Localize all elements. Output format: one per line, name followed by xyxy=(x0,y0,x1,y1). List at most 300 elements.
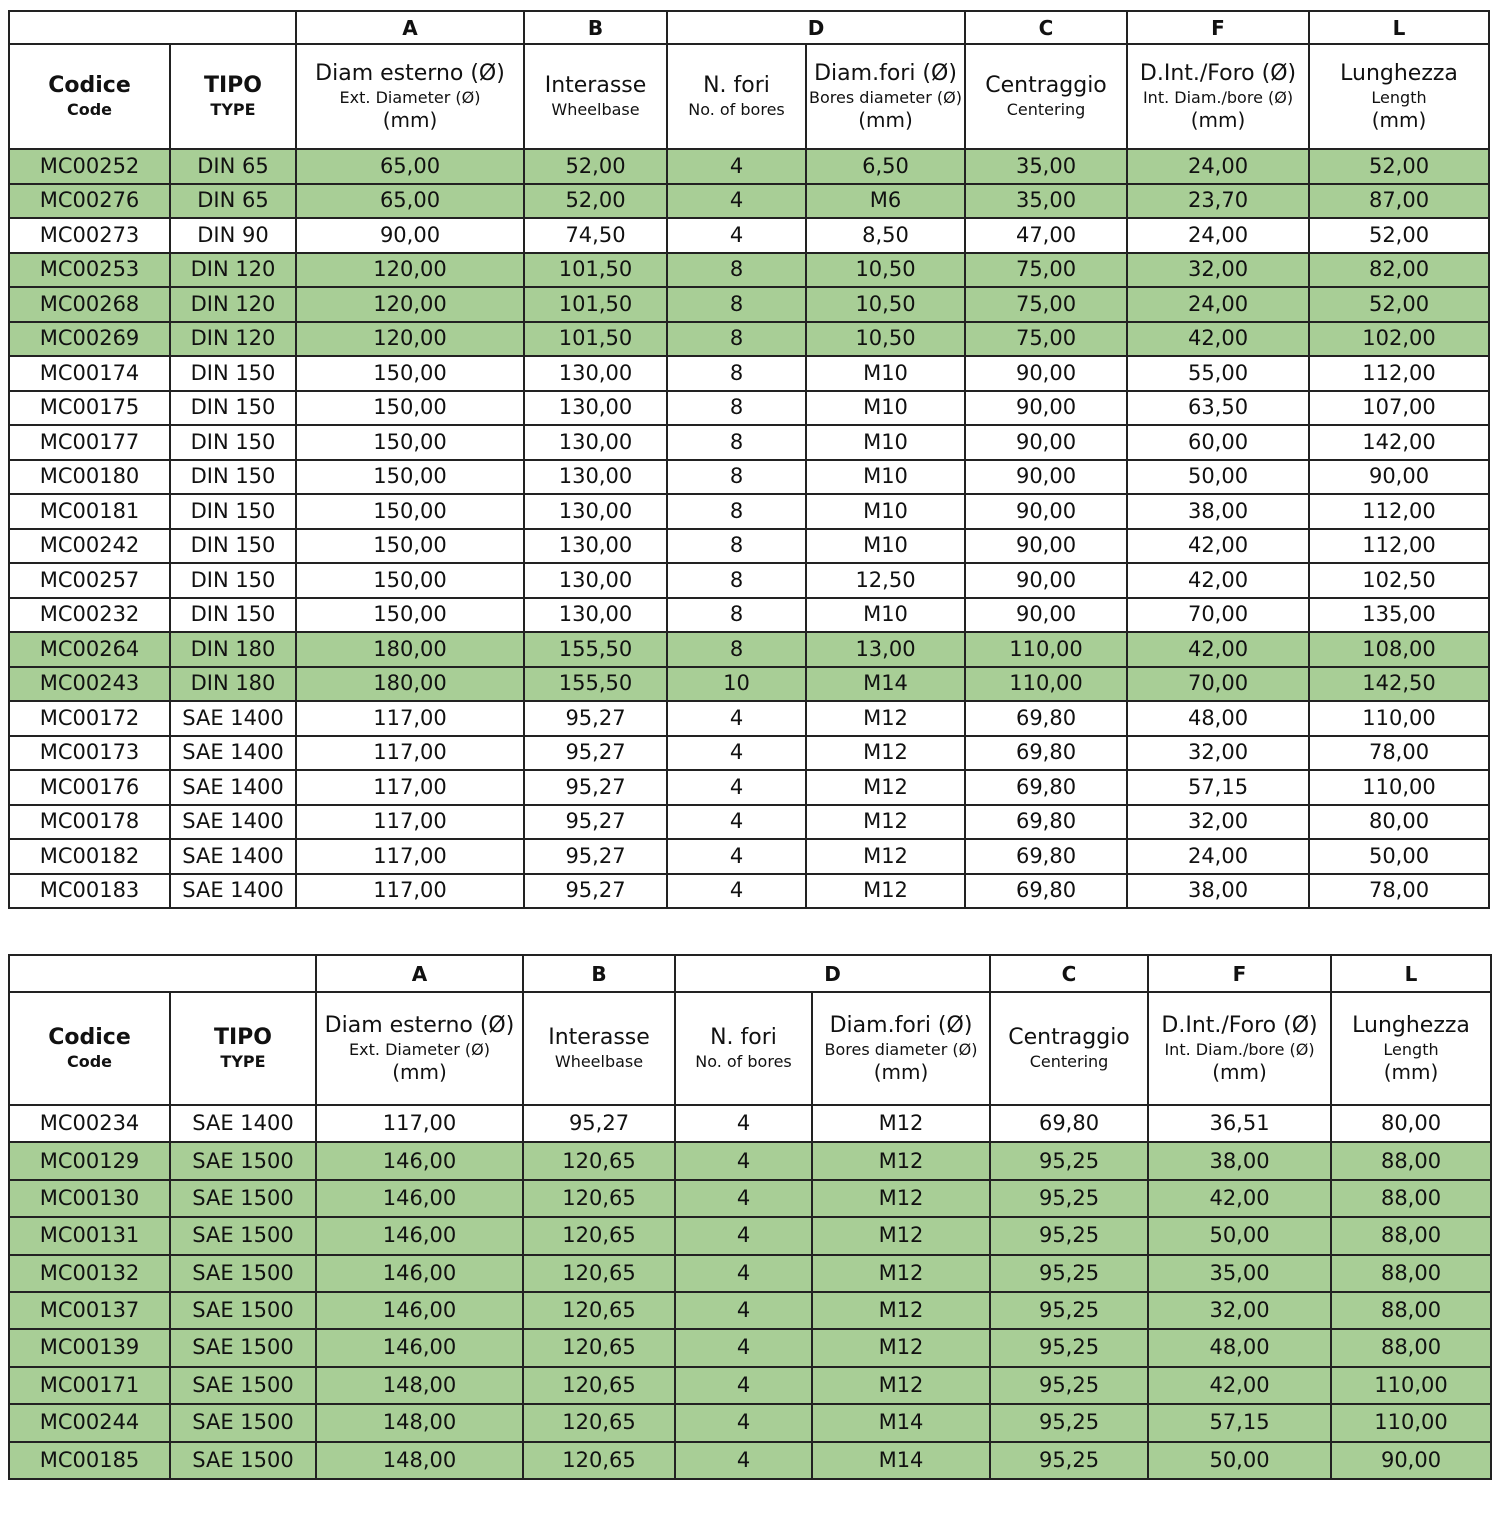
cell-tipo: SAE 1400 xyxy=(170,1105,316,1142)
cell-codice: MC00129 xyxy=(9,1142,170,1179)
cell-lunghezza: 87,00 xyxy=(1309,184,1489,219)
cell-codice: MC00244 xyxy=(9,1404,170,1441)
column-header-centraggio xyxy=(965,44,1127,149)
table-row xyxy=(9,770,1489,805)
table-row xyxy=(9,1255,1491,1292)
cell-d-int-foro: 42,00 xyxy=(1127,529,1309,564)
cell-diam-esterno: 150,00 xyxy=(296,425,524,460)
cell-lunghezza: 78,00 xyxy=(1309,874,1489,909)
cell-diam-esterno: 65,00 xyxy=(296,149,524,184)
spec-table-1 xyxy=(8,10,1490,909)
cell-diam-esterno: 117,00 xyxy=(296,701,524,736)
cell-lunghezza: 80,00 xyxy=(1309,805,1489,840)
cell-codice: MC00253 xyxy=(9,253,170,288)
cell-diam-fori: M12 xyxy=(806,805,965,840)
cell-d-int-foro: 42,00 xyxy=(1148,1367,1331,1404)
cell-tipo: SAE 1500 xyxy=(170,1292,316,1329)
header-unit: (mm) xyxy=(1190,108,1246,133)
cell-d-int-foro: 57,15 xyxy=(1148,1404,1331,1441)
cell-diam-esterno: 117,00 xyxy=(296,874,524,909)
header-unit: (mm) xyxy=(382,108,438,133)
cell-tipo: SAE 1400 xyxy=(170,839,296,874)
cell-diam-fori: 10,50 xyxy=(806,287,965,322)
cell-centraggio: 95,25 xyxy=(990,1404,1148,1441)
table-row xyxy=(9,184,1489,219)
cell-n-fori: 4 xyxy=(667,805,806,840)
cell-lunghezza: 50,00 xyxy=(1309,839,1489,874)
cell-lunghezza: 52,00 xyxy=(1309,149,1489,184)
cell-n-fori: 4 xyxy=(667,184,806,219)
cell-diam-fori: M12 xyxy=(806,839,965,874)
cell-centraggio: 69,80 xyxy=(965,805,1127,840)
header-title: D.Int./Foro (Ø) xyxy=(1161,1012,1318,1038)
cell-diam-esterno: 150,00 xyxy=(296,460,524,495)
cell-codice: MC00178 xyxy=(9,805,170,840)
header-unit: (mm) xyxy=(873,1060,929,1085)
table-row xyxy=(9,632,1489,667)
cell-tipo: SAE 1500 xyxy=(170,1404,316,1441)
cell-diam-esterno: 146,00 xyxy=(316,1217,523,1254)
cell-n-fori: 8 xyxy=(667,494,806,529)
cell-diam-fori: M10 xyxy=(806,460,965,495)
header-title: N. fori xyxy=(703,73,770,99)
cell-interasse: 120,65 xyxy=(523,1404,675,1441)
cell-n-fori: 4 xyxy=(675,1217,812,1254)
cell-interasse: 120,65 xyxy=(523,1329,675,1366)
cell-diam-esterno: 120,00 xyxy=(296,322,524,357)
cell-n-fori: 4 xyxy=(675,1292,812,1329)
cell-diam-esterno: 117,00 xyxy=(296,736,524,771)
column-header-interasse xyxy=(524,44,667,149)
cell-d-int-foro: 55,00 xyxy=(1127,356,1309,391)
cell-tipo: DIN 150 xyxy=(170,460,296,495)
cell-d-int-foro: 35,00 xyxy=(1148,1255,1331,1292)
cell-interasse: 95,27 xyxy=(523,1105,675,1142)
cell-interasse: 95,27 xyxy=(524,701,667,736)
header-title: Diam esterno (Ø) xyxy=(324,1012,515,1038)
cell-interasse: 120,65 xyxy=(523,1217,675,1254)
cell-tipo: DIN 150 xyxy=(170,391,296,426)
cell-centraggio: 47,00 xyxy=(965,218,1127,253)
cell-diam-esterno: 180,00 xyxy=(296,667,524,702)
cell-diam-esterno: 150,00 xyxy=(296,356,524,391)
cell-tipo: DIN 150 xyxy=(170,598,296,633)
header-subtitle: Length xyxy=(1371,87,1427,107)
cell-lunghezza: 52,00 xyxy=(1309,218,1489,253)
cell-diam-fori: M6 xyxy=(806,184,965,219)
cell-d-int-foro: 70,00 xyxy=(1127,667,1309,702)
cell-centraggio: 75,00 xyxy=(965,322,1127,357)
cell-tipo: DIN 150 xyxy=(170,529,296,564)
cell-n-fori: 8 xyxy=(667,460,806,495)
column-letter: A xyxy=(296,11,524,44)
cell-diam-esterno: 117,00 xyxy=(296,805,524,840)
cell-interasse: 155,50 xyxy=(524,632,667,667)
cell-codice: MC00276 xyxy=(9,184,170,219)
cell-codice: MC00130 xyxy=(9,1180,170,1217)
cell-diam-fori: M12 xyxy=(812,1217,990,1254)
table-row xyxy=(9,1292,1491,1329)
column-letter: C xyxy=(990,955,1148,992)
table-row xyxy=(9,1217,1491,1254)
cell-d-int-foro: 32,00 xyxy=(1127,253,1309,288)
header-title: Diam.fori (Ø) xyxy=(829,1012,973,1038)
header-subtitle: Bores diameter (Ø) xyxy=(809,87,962,107)
cell-interasse: 52,00 xyxy=(524,149,667,184)
column-letter: D xyxy=(667,11,965,44)
cell-interasse: 120,65 xyxy=(523,1367,675,1404)
cell-diam-fori: M12 xyxy=(812,1255,990,1292)
cell-d-int-foro: 24,00 xyxy=(1127,839,1309,874)
cell-centraggio: 69,80 xyxy=(965,770,1127,805)
cell-n-fori: 4 xyxy=(675,1105,812,1142)
cell-codice: MC00183 xyxy=(9,874,170,909)
cell-n-fori: 4 xyxy=(667,218,806,253)
cell-tipo: SAE 1400 xyxy=(170,770,296,805)
cell-tipo: SAE 1500 xyxy=(170,1329,316,1366)
table-row xyxy=(9,529,1489,564)
cell-lunghezza: 108,00 xyxy=(1309,632,1489,667)
cell-lunghezza: 78,00 xyxy=(1309,736,1489,771)
header-title: Diam esterno (Ø) xyxy=(315,60,505,86)
cell-interasse: 95,27 xyxy=(524,805,667,840)
cell-tipo: DIN 120 xyxy=(170,322,296,357)
cell-centraggio: 95,25 xyxy=(990,1180,1148,1217)
cell-centraggio: 95,25 xyxy=(990,1292,1148,1329)
cell-lunghezza: 88,00 xyxy=(1331,1329,1491,1366)
table-row xyxy=(9,563,1489,598)
cell-interasse: 101,50 xyxy=(524,253,667,288)
cell-n-fori: 4 xyxy=(675,1142,812,1179)
cell-lunghezza: 110,00 xyxy=(1309,701,1489,736)
cell-n-fori: 8 xyxy=(667,356,806,391)
cell-codice: MC00172 xyxy=(9,701,170,736)
cell-interasse: 95,27 xyxy=(524,874,667,909)
cell-centraggio: 90,00 xyxy=(965,356,1127,391)
cell-diam-fori: M14 xyxy=(812,1404,990,1441)
header-subtitle: Code xyxy=(66,1052,113,1072)
cell-tipo: DIN 65 xyxy=(170,184,296,219)
cell-diam-fori: M12 xyxy=(812,1142,990,1179)
cell-centraggio: 95,25 xyxy=(990,1255,1148,1292)
cell-centraggio: 90,00 xyxy=(965,425,1127,460)
column-header-d-int-foro xyxy=(1148,992,1331,1105)
header-title: Centraggio xyxy=(1008,1025,1130,1051)
table-row xyxy=(9,287,1489,322)
table-row xyxy=(9,805,1489,840)
cell-tipo: DIN 120 xyxy=(170,253,296,288)
cell-codice: MC00252 xyxy=(9,149,170,184)
column-header-diam-fori xyxy=(812,992,990,1105)
cell-diam-esterno: 117,00 xyxy=(296,839,524,874)
cell-centraggio: 110,00 xyxy=(965,667,1127,702)
cell-codice: MC00132 xyxy=(9,1255,170,1292)
column-letter: C xyxy=(965,11,1127,44)
cell-diam-fori: M10 xyxy=(806,494,965,529)
cell-d-int-foro: 24,00 xyxy=(1127,287,1309,322)
header-subtitle: No. of bores xyxy=(688,100,785,120)
header-title: Lunghezza xyxy=(1340,60,1458,86)
cell-tipo: DIN 180 xyxy=(170,632,296,667)
table-row xyxy=(9,1180,1491,1217)
cell-n-fori: 4 xyxy=(675,1255,812,1292)
table-row xyxy=(9,391,1489,426)
cell-codice: MC00171 xyxy=(9,1367,170,1404)
cell-diam-fori: M12 xyxy=(812,1105,990,1142)
cell-diam-esterno: 148,00 xyxy=(316,1367,523,1404)
cell-codice: MC00173 xyxy=(9,736,170,771)
cell-interasse: 95,27 xyxy=(524,736,667,771)
cell-diam-esterno: 150,00 xyxy=(296,391,524,426)
cell-n-fori: 8 xyxy=(667,598,806,633)
cell-centraggio: 69,80 xyxy=(965,701,1127,736)
cell-centraggio: 95,25 xyxy=(990,1217,1148,1254)
cell-n-fori: 4 xyxy=(667,701,806,736)
cell-lunghezza: 90,00 xyxy=(1331,1442,1491,1479)
cell-lunghezza: 88,00 xyxy=(1331,1217,1491,1254)
table-row xyxy=(9,1367,1491,1404)
cell-interasse: 120,65 xyxy=(523,1292,675,1329)
cell-d-int-foro: 63,50 xyxy=(1127,391,1309,426)
cell-lunghezza: 107,00 xyxy=(1309,391,1489,426)
cell-n-fori: 4 xyxy=(667,770,806,805)
column-letter: A xyxy=(316,955,523,992)
table-row xyxy=(9,460,1489,495)
table-row xyxy=(9,218,1489,253)
cell-lunghezza: 110,00 xyxy=(1309,770,1489,805)
cell-interasse: 101,50 xyxy=(524,322,667,357)
cell-d-int-foro: 60,00 xyxy=(1127,425,1309,460)
header-unit: (mm) xyxy=(392,1060,447,1085)
cell-diam-esterno: 146,00 xyxy=(316,1180,523,1217)
column-letter-row xyxy=(9,11,1489,44)
cell-diam-esterno: 146,00 xyxy=(316,1329,523,1366)
cell-n-fori: 8 xyxy=(667,322,806,357)
cell-codice: MC00185 xyxy=(9,1442,170,1479)
cell-interasse: 130,00 xyxy=(524,391,667,426)
cell-tipo: DIN 150 xyxy=(170,563,296,598)
cell-centraggio: 90,00 xyxy=(965,598,1127,633)
cell-interasse: 130,00 xyxy=(524,563,667,598)
cell-diam-esterno: 150,00 xyxy=(296,494,524,529)
header-subtitle: Centering xyxy=(1029,1052,1109,1072)
cell-diam-fori: M10 xyxy=(806,425,965,460)
table-row xyxy=(9,149,1489,184)
cell-interasse: 130,00 xyxy=(524,460,667,495)
table-row xyxy=(9,253,1489,288)
cell-n-fori: 4 xyxy=(667,736,806,771)
cell-diam-esterno: 150,00 xyxy=(296,598,524,633)
table-row xyxy=(9,425,1489,460)
cell-tipo: SAE 1400 xyxy=(170,736,296,771)
cell-d-int-foro: 36,51 xyxy=(1148,1105,1331,1142)
header-title: N. fori xyxy=(710,1025,777,1051)
column-letter: F xyxy=(1127,11,1309,44)
cell-tipo: SAE 1500 xyxy=(170,1367,316,1404)
cell-centraggio: 95,25 xyxy=(990,1329,1148,1366)
column-header-d-int-foro xyxy=(1127,44,1309,149)
cell-n-fori: 8 xyxy=(667,287,806,322)
table-row xyxy=(9,667,1489,702)
table-row xyxy=(9,1442,1491,1479)
column-letter: B xyxy=(523,955,675,992)
header-unit: (mm) xyxy=(1212,1060,1267,1085)
cell-tipo: DIN 90 xyxy=(170,218,296,253)
column-header-row xyxy=(9,44,1489,149)
cell-centraggio: 95,25 xyxy=(990,1442,1148,1479)
cell-codice: MC00264 xyxy=(9,632,170,667)
table-row xyxy=(9,1404,1491,1441)
column-header-n-fori xyxy=(675,992,812,1105)
cell-centraggio: 35,00 xyxy=(965,184,1127,219)
cell-centraggio: 90,00 xyxy=(965,494,1127,529)
cell-diam-fori: M12 xyxy=(806,874,965,909)
cell-centraggio: 95,25 xyxy=(990,1142,1148,1179)
cell-centraggio: 110,00 xyxy=(965,632,1127,667)
cell-d-int-foro: 42,00 xyxy=(1127,322,1309,357)
column-header-row xyxy=(9,992,1491,1105)
column-letter: L xyxy=(1331,955,1491,992)
header-title: TIPO xyxy=(203,73,263,99)
cell-interasse: 120,65 xyxy=(523,1142,675,1179)
column-header-n-fori xyxy=(667,44,806,149)
cell-centraggio: 69,80 xyxy=(990,1105,1148,1142)
cell-tipo: SAE 1500 xyxy=(170,1217,316,1254)
table-row xyxy=(9,736,1489,771)
cell-diam-fori: M14 xyxy=(812,1442,990,1479)
header-unit: (mm) xyxy=(858,108,913,133)
table-row xyxy=(9,356,1489,391)
table-row xyxy=(9,1329,1491,1366)
cell-n-fori: 4 xyxy=(675,1404,812,1441)
cell-lunghezza: 142,00 xyxy=(1309,425,1489,460)
cell-tipo: DIN 150 xyxy=(170,494,296,529)
cell-n-fori: 4 xyxy=(675,1180,812,1217)
cell-diam-esterno: 117,00 xyxy=(296,770,524,805)
cell-d-int-foro: 42,00 xyxy=(1127,563,1309,598)
cell-diam-fori: M12 xyxy=(806,701,965,736)
table-row xyxy=(9,322,1489,357)
cell-diam-fori: 13,00 xyxy=(806,632,965,667)
cell-codice: MC00232 xyxy=(9,598,170,633)
cell-codice: MC00268 xyxy=(9,287,170,322)
cell-diam-fori: M12 xyxy=(812,1292,990,1329)
cell-codice: MC00257 xyxy=(9,563,170,598)
cell-lunghezza: 102,00 xyxy=(1309,322,1489,357)
cell-interasse: 120,65 xyxy=(523,1255,675,1292)
cell-diam-esterno: 120,00 xyxy=(296,253,524,288)
header-title: Codice xyxy=(48,1025,131,1051)
header-title: Codice xyxy=(48,73,131,99)
cell-diam-fori: 8,50 xyxy=(806,218,965,253)
cell-centraggio: 90,00 xyxy=(965,391,1127,426)
cell-interasse: 74,50 xyxy=(524,218,667,253)
cell-n-fori: 4 xyxy=(675,1329,812,1366)
column-header-diam-esterno xyxy=(296,44,524,149)
header-subtitle: Ext. Diameter (Ø) xyxy=(339,87,481,107)
column-header-codice xyxy=(9,44,170,149)
letter-cell-blank xyxy=(9,955,316,992)
cell-lunghezza: 142,50 xyxy=(1309,667,1489,702)
cell-diam-fori: M12 xyxy=(806,736,965,771)
cell-tipo: SAE 1500 xyxy=(170,1442,316,1479)
cell-codice: MC00174 xyxy=(9,356,170,391)
header-title: Interasse xyxy=(548,1025,650,1051)
cell-n-fori: 8 xyxy=(667,529,806,564)
cell-n-fori: 4 xyxy=(675,1367,812,1404)
cell-d-int-foro: 32,00 xyxy=(1127,805,1309,840)
letter-cell-blank xyxy=(9,11,296,44)
cell-codice: MC00180 xyxy=(9,460,170,495)
cell-lunghezza: 112,00 xyxy=(1309,356,1489,391)
header-subtitle: Code xyxy=(66,100,113,120)
cell-diam-fori: M10 xyxy=(806,529,965,564)
cell-n-fori: 8 xyxy=(667,425,806,460)
table-row xyxy=(9,839,1489,874)
column-letter: D xyxy=(675,955,990,992)
cell-n-fori: 8 xyxy=(667,632,806,667)
cell-tipo: DIN 65 xyxy=(170,149,296,184)
cell-d-int-foro: 50,00 xyxy=(1148,1217,1331,1254)
column-header-diam-fori xyxy=(806,44,965,149)
cell-diam-esterno: 117,00 xyxy=(316,1105,523,1142)
table-row xyxy=(9,1105,1491,1142)
column-header-interasse xyxy=(523,992,675,1105)
cell-codice: MC00177 xyxy=(9,425,170,460)
cell-diam-fori: M10 xyxy=(806,598,965,633)
cell-centraggio: 75,00 xyxy=(965,253,1127,288)
cell-lunghezza: 52,00 xyxy=(1309,287,1489,322)
cell-interasse: 95,27 xyxy=(524,839,667,874)
header-title: Centraggio xyxy=(985,73,1107,99)
cell-codice: MC00242 xyxy=(9,529,170,564)
column-header-tipo xyxy=(170,992,316,1105)
cell-interasse: 120,65 xyxy=(523,1180,675,1217)
cell-centraggio: 90,00 xyxy=(965,460,1127,495)
header-subtitle: Centering xyxy=(1006,100,1086,120)
cell-lunghezza: 112,00 xyxy=(1309,494,1489,529)
cell-diam-fori: 10,50 xyxy=(806,322,965,357)
cell-centraggio: 90,00 xyxy=(965,529,1127,564)
cell-n-fori: 4 xyxy=(667,874,806,909)
cell-codice: MC00137 xyxy=(9,1292,170,1329)
cell-diam-fori: M12 xyxy=(812,1180,990,1217)
cell-diam-esterno: 148,00 xyxy=(316,1404,523,1441)
cell-diam-esterno: 146,00 xyxy=(316,1292,523,1329)
cell-centraggio: 69,80 xyxy=(965,839,1127,874)
cell-centraggio: 90,00 xyxy=(965,563,1127,598)
cell-n-fori: 4 xyxy=(675,1442,812,1479)
cell-diam-fori: M10 xyxy=(806,356,965,391)
cell-diam-esterno: 150,00 xyxy=(296,563,524,598)
cell-d-int-foro: 42,00 xyxy=(1148,1180,1331,1217)
cell-lunghezza: 110,00 xyxy=(1331,1404,1491,1441)
cell-d-int-foro: 32,00 xyxy=(1127,736,1309,771)
cell-n-fori: 10 xyxy=(667,667,806,702)
cell-diam-fori: M14 xyxy=(806,667,965,702)
header-subtitle: Int. Diam./bore (Ø) xyxy=(1142,87,1294,107)
column-letter: F xyxy=(1148,955,1331,992)
header-title: D.Int./Foro (Ø) xyxy=(1139,60,1297,86)
cell-centraggio: 69,80 xyxy=(965,736,1127,771)
column-header-centraggio xyxy=(990,992,1148,1105)
cell-centraggio: 35,00 xyxy=(965,149,1127,184)
cell-tipo: SAE 1400 xyxy=(170,701,296,736)
cell-codice: MC00243 xyxy=(9,667,170,702)
cell-lunghezza: 88,00 xyxy=(1331,1142,1491,1179)
cell-diam-fori: 12,50 xyxy=(806,563,965,598)
cell-lunghezza: 90,00 xyxy=(1309,460,1489,495)
